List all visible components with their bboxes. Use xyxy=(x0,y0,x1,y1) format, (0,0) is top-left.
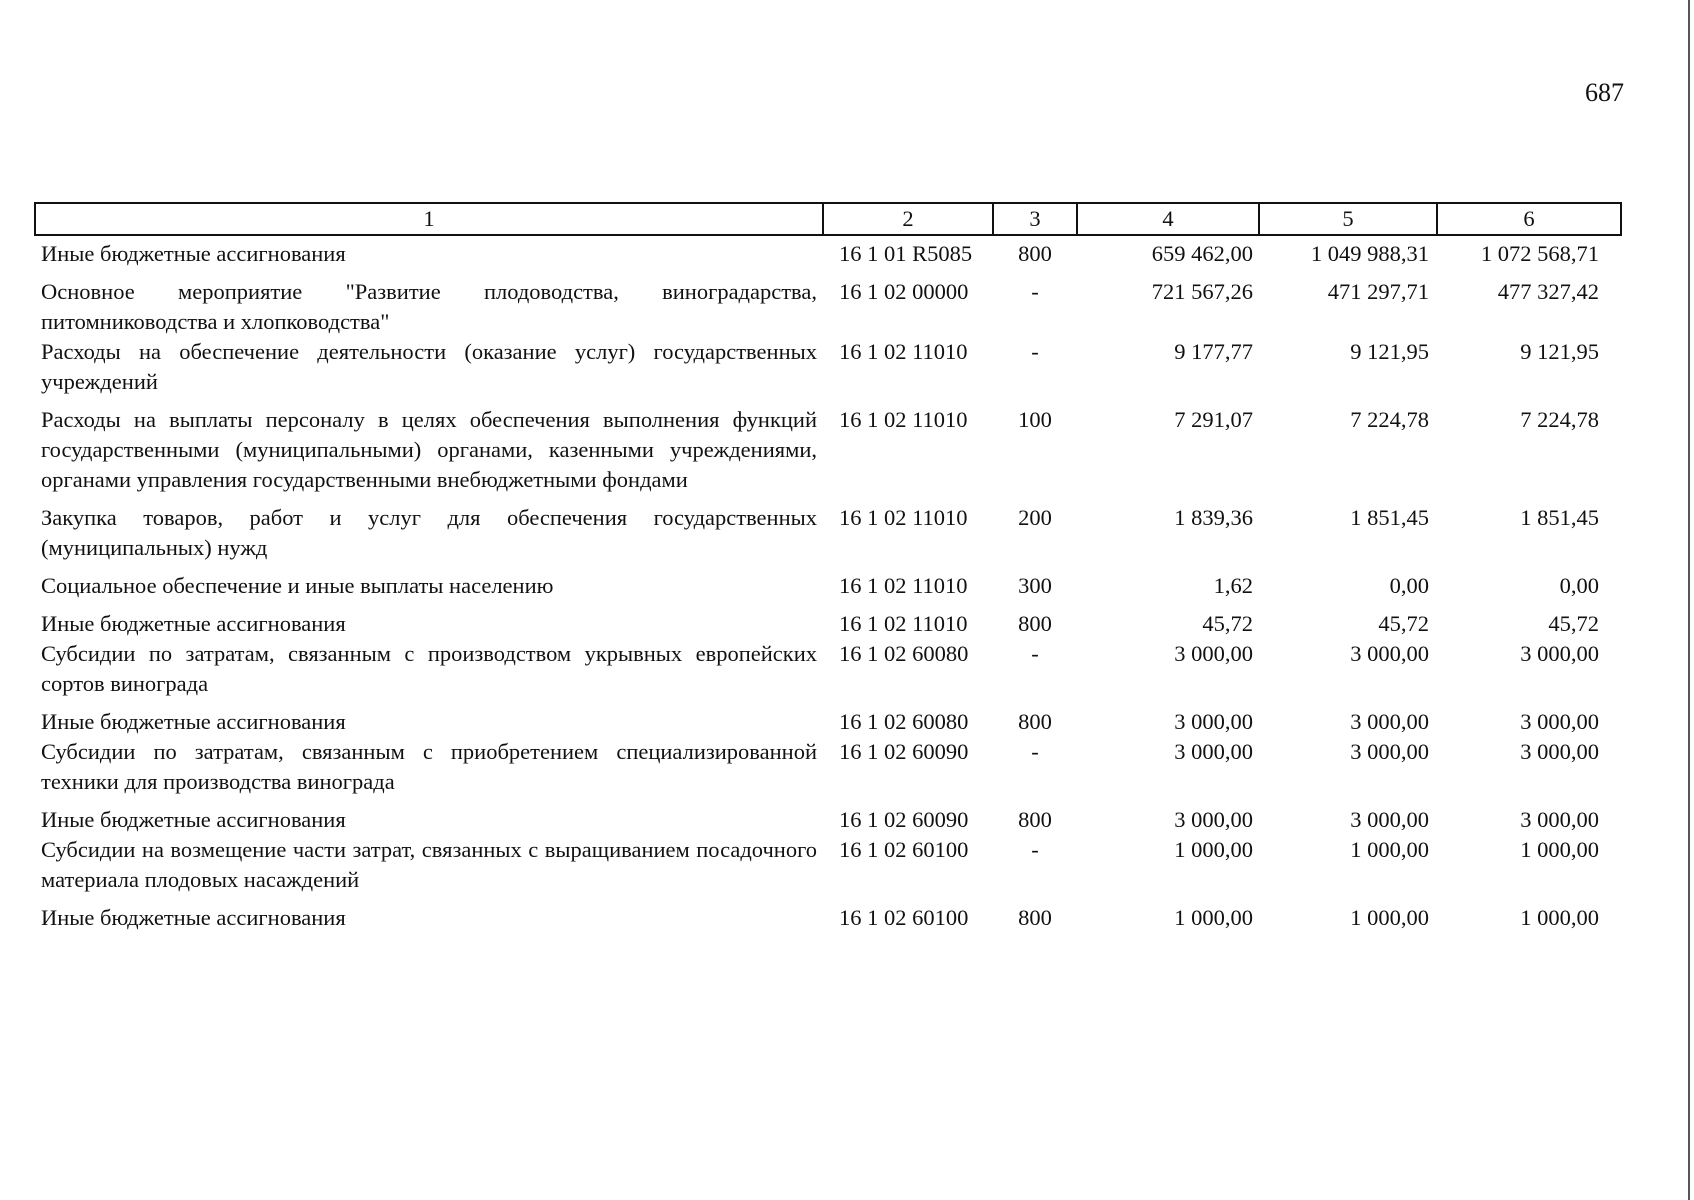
row-value-col5: 1 000,00 xyxy=(1350,837,1429,862)
table-row xyxy=(35,835,1621,903)
row-type: 300 xyxy=(1018,573,1052,598)
row-type: 800 xyxy=(1018,905,1052,930)
table-row xyxy=(35,503,1621,571)
header-col-5: 5 xyxy=(1259,203,1437,235)
row-type: - xyxy=(1031,739,1039,764)
row-type: - xyxy=(1031,339,1039,364)
row-code: 16 1 02 11010 xyxy=(839,505,968,530)
row-value-col5: 1 049 988,31 xyxy=(1310,241,1429,266)
row-type: 800 xyxy=(1018,807,1052,832)
row-type: 800 xyxy=(1018,611,1052,636)
header-row xyxy=(35,203,1621,235)
header-col-4: 4 xyxy=(1077,203,1259,235)
row-value-col4: 3 000,00 xyxy=(1174,807,1253,832)
row-value-col5: 471 297,71 xyxy=(1327,279,1429,304)
row-type: - xyxy=(1031,279,1039,304)
row-type: - xyxy=(1031,641,1039,666)
row-value-col5: 0,00 xyxy=(1389,573,1429,598)
row-value-col6: 45,72 xyxy=(1548,611,1599,636)
row-name: Субсидии по затратам, связанным с приобретением специализированной техники для производства винограда xyxy=(41,739,817,794)
row-code: 16 1 02 60090 xyxy=(839,739,969,764)
row-value-col6: 0,00 xyxy=(1559,573,1599,598)
budget-table xyxy=(34,202,1622,933)
table-row xyxy=(35,277,1621,337)
row-name: Закупка товаров, работ и услуг для обеспечения государственных (муниципальных) нужд xyxy=(41,505,817,560)
row-value-col4: 3 000,00 xyxy=(1174,739,1253,764)
row-code: 16 1 02 11010 xyxy=(839,407,968,432)
row-value-col4: 721 567,26 xyxy=(1151,279,1253,304)
row-code: 16 1 02 11010 xyxy=(839,611,968,636)
row-value-col4: 659 462,00 xyxy=(1151,241,1253,266)
row-name: Иные бюджетные ассигнования xyxy=(41,709,346,734)
table-row xyxy=(35,707,1621,737)
row-value-col5: 1 000,00 xyxy=(1350,905,1429,930)
row-code: 16 1 02 00000 xyxy=(839,279,969,304)
row-value-col6: 3 000,00 xyxy=(1520,807,1599,832)
row-name: Иные бюджетные ассигнования xyxy=(41,611,346,636)
table-row xyxy=(35,903,1621,933)
page-edge-line xyxy=(1688,0,1690,1200)
row-value-col4: 1 000,00 xyxy=(1174,837,1253,862)
table-row xyxy=(35,737,1621,805)
row-value-col4: 1 839,36 xyxy=(1174,505,1253,530)
row-value-col6: 477 327,42 xyxy=(1497,279,1599,304)
header-col-6: 6 xyxy=(1437,203,1621,235)
row-name: Основное мероприятие "Развитие плодоводства, виноградарства, питомниководства и хлопководства" xyxy=(41,279,817,334)
header-col-3: 3 xyxy=(993,203,1077,235)
row-value-col6: 1 000,00 xyxy=(1520,905,1599,930)
row-name: Социальное обеспечение и иные выплаты населению xyxy=(41,573,554,598)
row-code: 16 1 01 R5085 xyxy=(839,241,973,266)
row-value-col4: 3 000,00 xyxy=(1174,641,1253,666)
row-code: 16 1 02 60100 xyxy=(839,837,969,862)
row-name: Иные бюджетные ассигнования xyxy=(41,807,346,832)
row-code: 16 1 02 11010 xyxy=(839,573,968,598)
row-value-col5: 9 121,95 xyxy=(1350,339,1429,364)
row-value-col4: 45,72 xyxy=(1202,611,1253,636)
row-type: 800 xyxy=(1018,241,1052,266)
row-value-col4: 1 000,00 xyxy=(1174,905,1253,930)
header-col-1: 1 xyxy=(35,203,823,235)
row-value-col4: 7 291,07 xyxy=(1174,407,1253,432)
row-value-col5: 3 000,00 xyxy=(1350,641,1429,666)
table-body xyxy=(35,235,1621,933)
row-value-col5: 3 000,00 xyxy=(1350,739,1429,764)
row-code: 16 1 02 60080 xyxy=(839,709,969,734)
row-name: Субсидии по затратам, связанным с производством укрывных европейских сортов винограда xyxy=(41,641,817,696)
row-value-col5: 3 000,00 xyxy=(1350,709,1429,734)
row-code: 16 1 02 60080 xyxy=(839,641,969,666)
row-name: Расходы на обеспечение деятельности (оказание услуг) государственных учреждений xyxy=(41,339,817,394)
row-value-col6: 3 000,00 xyxy=(1520,739,1599,764)
row-value-col6: 9 121,95 xyxy=(1520,339,1599,364)
table-row xyxy=(35,405,1621,503)
row-value-col5: 3 000,00 xyxy=(1350,807,1429,832)
table-row xyxy=(35,571,1621,609)
table-row xyxy=(35,639,1621,707)
row-value-col5: 1 851,45 xyxy=(1350,505,1429,530)
row-value-col6: 3 000,00 xyxy=(1520,709,1599,734)
row-value-col6: 1 072 568,71 xyxy=(1480,241,1599,266)
row-value-col4: 9 177,77 xyxy=(1174,339,1253,364)
row-type: 200 xyxy=(1018,505,1052,530)
table-header xyxy=(35,203,1621,235)
row-code: 16 1 02 11010 xyxy=(839,339,968,364)
row-type: 100 xyxy=(1018,407,1052,432)
row-value-col6: 7 224,78 xyxy=(1520,407,1599,432)
row-value-col4: 1,62 xyxy=(1213,573,1253,598)
row-type: 800 xyxy=(1018,709,1052,734)
row-value-col5: 45,72 xyxy=(1378,611,1429,636)
row-value-col6: 3 000,00 xyxy=(1520,641,1599,666)
row-name: Иные бюджетные ассигнования xyxy=(41,241,346,266)
row-code: 16 1 02 60100 xyxy=(839,905,969,930)
table-row xyxy=(35,805,1621,835)
row-type: - xyxy=(1031,837,1039,862)
row-value-col4: 3 000,00 xyxy=(1174,709,1253,734)
table-row xyxy=(35,235,1621,277)
row-value-col5: 7 224,78 xyxy=(1350,407,1429,432)
table-row xyxy=(35,337,1621,405)
table-row xyxy=(35,609,1621,639)
header-col-2: 2 xyxy=(823,203,993,235)
page-number: 687 xyxy=(1585,78,1624,107)
row-name: Субсидии на возмещение части затрат, связанных с выращиванием посадочного материала плодовых насаждений xyxy=(41,837,817,892)
row-value-col6: 1 851,45 xyxy=(1520,505,1599,530)
row-name: Расходы на выплаты персоналу в целях обеспечения выполнения функций государственными (муниципальными) органами, казенными учреждениями, органами управления государственными внебюджетными фондами xyxy=(41,407,817,492)
row-value-col6: 1 000,00 xyxy=(1520,837,1599,862)
row-name: Иные бюджетные ассигнования xyxy=(41,905,346,930)
row-code: 16 1 02 60090 xyxy=(839,807,969,832)
